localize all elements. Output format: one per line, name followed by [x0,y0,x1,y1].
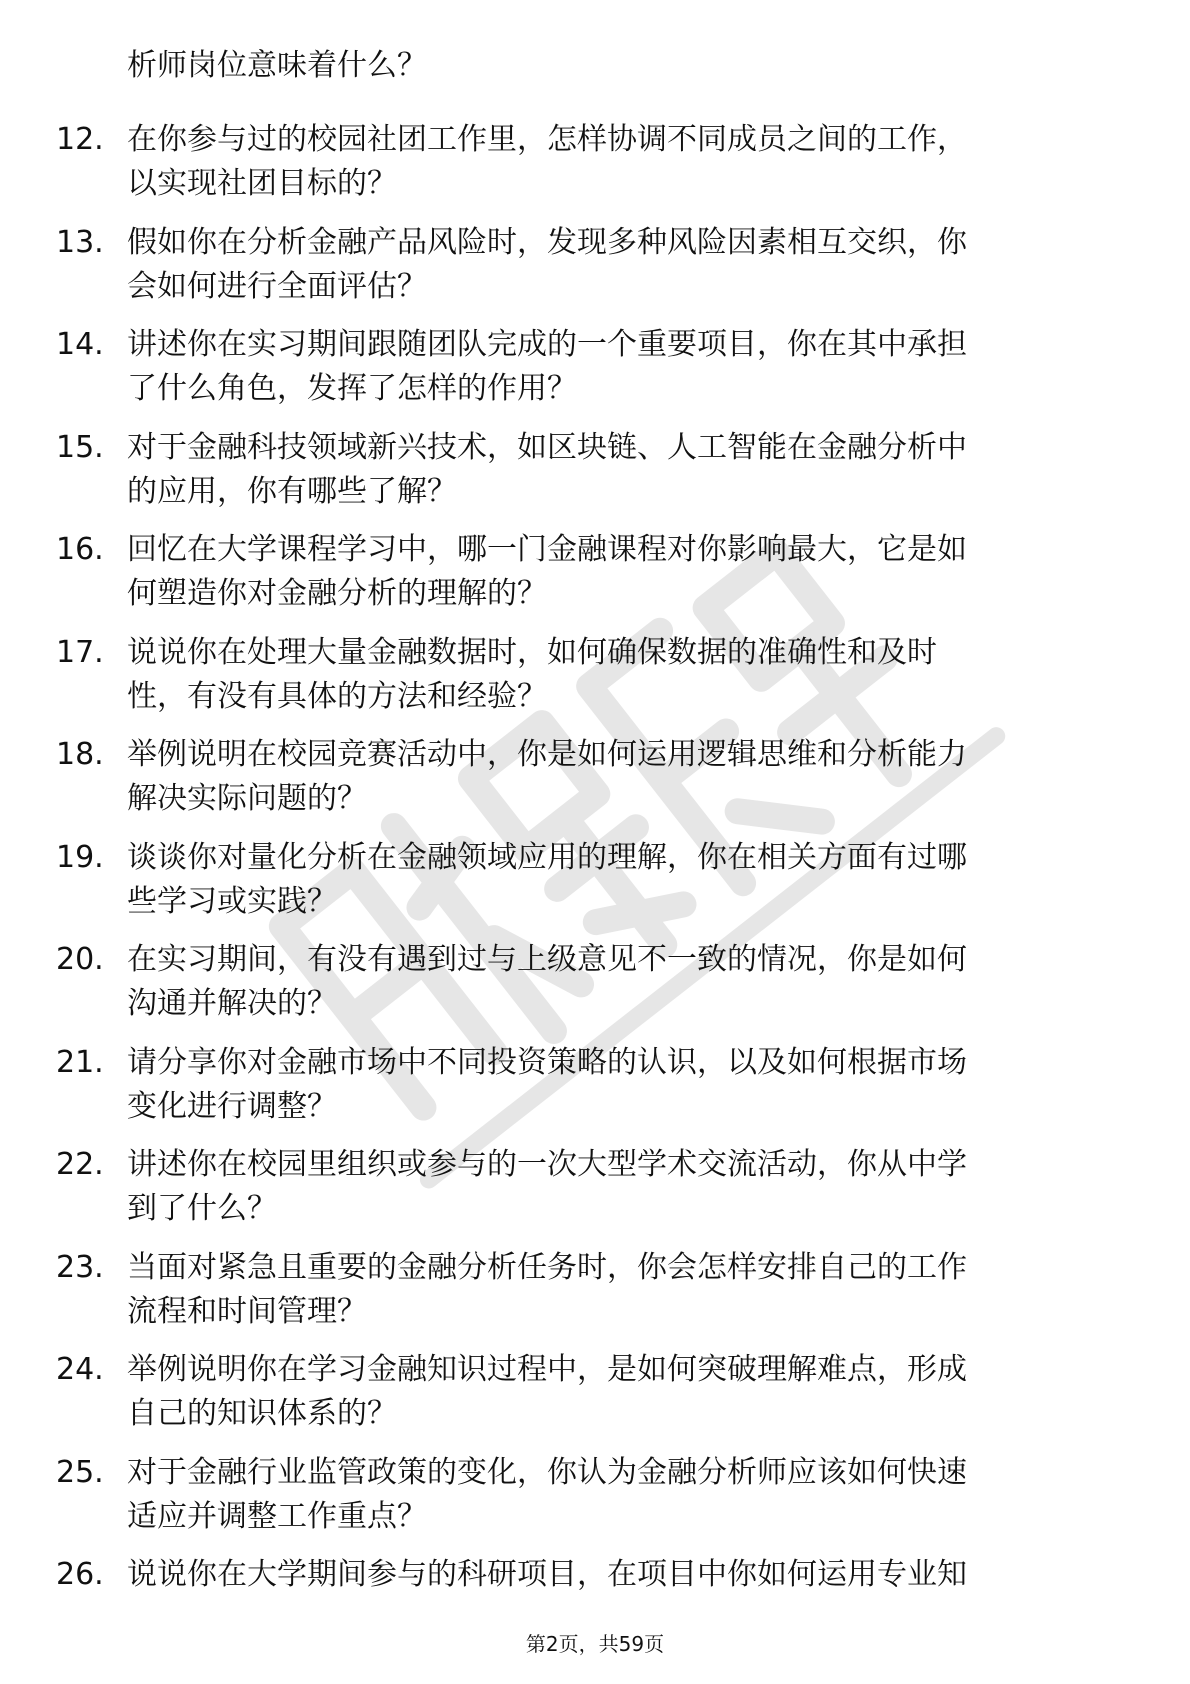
question-text-line: 举例说明在校园竞赛活动中，你是如何运用逻辑思维和分析能力 [127,737,967,772]
question-text-line: 讲述你在校园里组织或参与的一次大型学术交流活动，你从中学 [127,1147,967,1182]
question-item [0,44,1190,118]
question-text-line: 回忆在大学课程学习中，哪一门金融课程对你影响最大，它是如 [127,532,967,567]
question-text-line: 沟通并解决的？ [127,986,337,1021]
question-text-line: 性，有没有具体的方法和经验？ [127,678,547,714]
question-text-line: 对于金融行业监管政策的变化，你认为金融分析师应该如何快速 [127,1454,967,1490]
question-text-line: 假如你在分析金融产品风险时，发现多种风险因素相互交织，你 [127,224,967,260]
question-item [0,1143,1190,1246]
question-text-line: 些学习或实践？ [127,883,337,919]
question-number: 23. [56,1249,104,1285]
question-number: 14. [56,327,104,362]
question-text-line: 谈谈你对量化分析在金融领域应用的理解，你在相关方面有过哪 [127,839,967,875]
question-text-line: 以实现社团目标的？ [127,166,397,201]
question-text-line: 适应并调整工作重点？ [127,1498,427,1534]
question-item [0,1451,1190,1554]
question-item [0,528,1190,631]
question-item [0,836,1190,939]
question-text-line: 请分享你对金融市场中不同投资策略的认识，以及如何根据市场 [127,1044,967,1080]
question-item [0,426,1190,529]
question-number: 17. [56,634,104,670]
question-text-line: 在你参与过的校园社团工作里，怎样协调不同成员之间的工作， [127,122,967,157]
question-text-line: 对于金融科技领域新兴技术，如区块链、人工智能在金融分析中 [127,429,967,465]
question-number: 15. [56,429,104,465]
question-number: 19. [56,839,104,875]
question-number: 22. [56,1147,104,1182]
question-item [0,1246,1190,1349]
question-text-line: 讲述你在实习期间跟随团队完成的一个重要项目，你在其中承担 [127,327,967,362]
question-number: 18. [56,737,104,772]
question-number: 26. [56,1557,104,1592]
question-text-line: 变化进行调整？ [127,1088,337,1124]
question-text-line: 了什么角色，发挥了怎样的作用？ [127,371,577,406]
question-list [0,44,1190,1627]
question-text-line: 何塑造你对金融分析的理解的？ [127,576,547,611]
question-text-line: 举例说明你在学习金融知识过程中，是如何突破理解难点，形成 [127,1352,967,1387]
question-text-line: 到了什么？ [127,1191,277,1226]
question-text-line: 流程和时间管理？ [127,1293,367,1329]
question-number: 12. [56,122,104,157]
question-item [0,1553,1190,1627]
question-item [0,221,1190,324]
question-number: 20. [56,942,104,977]
question-item [0,323,1190,426]
question-item [0,1041,1190,1144]
question-item [0,118,1190,221]
question-text-line: 解决实际问题的？ [127,781,367,816]
question-item [0,631,1190,734]
question-number: 25. [56,1454,104,1490]
question-number: 24. [56,1352,104,1387]
page-number: 第2页，共59页 [525,1632,665,1656]
question-text-line: 析师岗位意味着什么？ [127,48,427,83]
question-item [0,1348,1190,1451]
question-text-line: 说说你在处理大量金融数据时，如何确保数据的准确性和及时 [127,634,937,670]
question-item [0,938,1190,1041]
question-number: 13. [56,224,104,260]
question-number: 16. [56,532,104,567]
question-text-line: 在实习期间，有没有遇到过与上级意见不一致的情况，你是如何 [127,942,967,977]
question-text-line: 自己的知识体系的？ [127,1396,397,1431]
question-text-line: 会如何进行全面评估？ [127,268,427,304]
question-text-line: 当面对紧急且重要的金融分析任务时，你会怎样安排自己的工作 [127,1249,967,1285]
question-text-line: 的应用，你有哪些了解？ [127,473,457,509]
question-item [0,733,1190,836]
question-number: 21. [56,1044,104,1080]
question-text-line: 说说你在大学期间参与的科研项目，在项目中你如何运用专业知 [127,1557,967,1592]
